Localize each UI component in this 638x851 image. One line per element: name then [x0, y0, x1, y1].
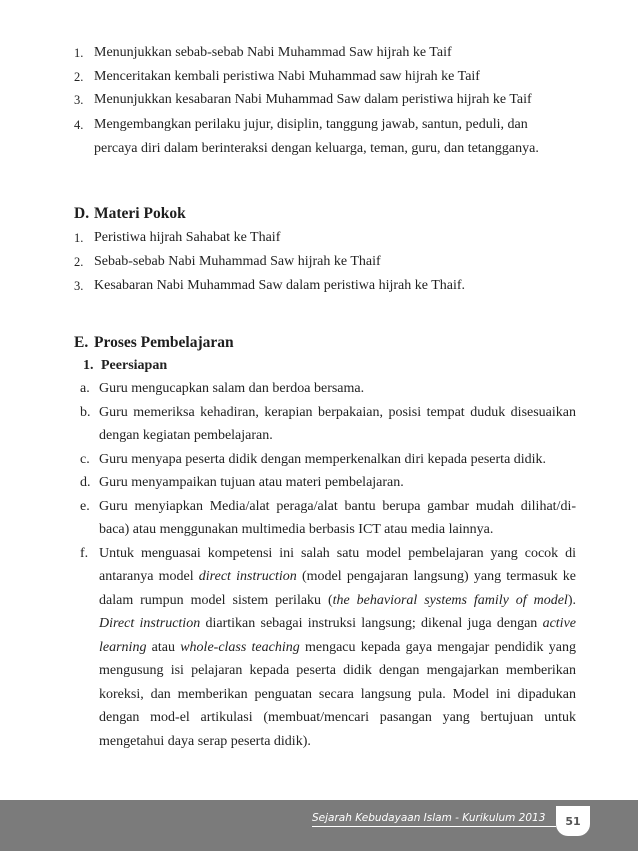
list-number: 3. — [74, 279, 84, 293]
subsection-number: 1. — [83, 358, 94, 373]
list-number: 1. — [74, 231, 84, 245]
list-item — [74, 275, 574, 297]
list-text: Peristiwa hijrah Sahabat ke Thaif — [94, 230, 281, 245]
text-run: mengacu kepada gaya mengajar pendidik yang mengusung isi pelajaran kepada peserta didik dengan mengajarkan memberikan koreksi, dan memberikan penguatan secara langsung pula. Model ini dipadukan dengan mod-el artikulasi (membuat/mencari pasangan yang bertujuan untuk mengetahui daya serap peserta didik). — [99, 639, 576, 749]
list-text: Menceritakan kembali peristiwa Nabi Muhammad saw hijrah ke Taif — [94, 68, 480, 84]
list-number: 1. — [74, 46, 84, 60]
section-letter: E. — [74, 334, 89, 351]
list-text — [99, 542, 576, 754]
italic-term: the behavioral systems family of model — [332, 592, 568, 608]
italic-term: Direct instruction — [99, 616, 201, 631]
list-letter: d. — [80, 475, 91, 490]
section-heading-materi — [74, 205, 186, 223]
materi-list — [74, 227, 574, 299]
section-title: Materi Pokok — [94, 205, 186, 222]
subsection-title: Peersiapan — [101, 358, 168, 373]
list-item — [74, 89, 574, 111]
list-text: Guru menyiapkan Media/alat peraga/alat bantu berupa gambar mudah dilihat/di-baca) atau menggunakan multimedia berbasis ICT atau media lainnya. — [99, 498, 576, 537]
text-run: diartikan sebagai instruksi langsung; dikenal juga dengan — [200, 616, 543, 631]
list-text: Sebab-sebab Nabi Muhammad Saw hijrah ke Thaif — [94, 254, 381, 269]
list-item — [80, 448, 576, 472]
section-heading-proses — [74, 334, 234, 352]
page-number: 51 — [565, 814, 581, 828]
list-item — [74, 227, 574, 249]
list-number: 4. — [74, 117, 84, 132]
list-text: Mengembangkan perilaku jujur, disiplin, tanggung jawab, santun, peduli, dan percaya diri dalam berinteraksi dengan keluarga, teman, guru, dan tetangganya. — [94, 116, 539, 156]
text-run: Untuk menguasai kompetensi ini salah satu model pembelajaran yang cocok di antaranya model — [99, 545, 576, 584]
list-letter: e. — [80, 498, 90, 514]
list-text: Kesabaran Nabi Muhammad Saw dalam peristiwa hijrah ke Thaif. — [94, 278, 466, 293]
list-text: Menunjukkan sebab-sebab Nabi Muhammad Saw hijrah ke Taif — [94, 45, 452, 60]
list-number: 2. — [74, 255, 84, 269]
proses-section — [80, 355, 576, 753]
list-item — [80, 471, 576, 495]
list-text: Guru mengucapkan salam dan berdoa bersama. — [99, 381, 365, 396]
list-item — [80, 542, 576, 754]
italic-term: active learning — [99, 616, 576, 655]
text-run: atau — [146, 639, 181, 655]
list-item — [80, 401, 576, 448]
page-footer — [0, 800, 638, 851]
list-text: Guru memeriksa kehadiran, kerapian berpakaian, posisi tempat duduk disesuaikan dengan kegiatan pembelajaran. — [99, 404, 576, 443]
italic-term: direct instruction — [198, 569, 297, 584]
footer-divider — [312, 826, 556, 827]
list-text: Guru menyampaikan tujuan atau materi pembelajaran. — [99, 475, 404, 490]
section-title: Proses Pembelajaran — [94, 334, 234, 351]
list-item — [80, 377, 576, 401]
footer-book-title: Sejarah Kebudayaan Islam - Kurikulum 2013 — [312, 812, 546, 824]
list-number: 2. — [74, 69, 84, 84]
list-text: Guru menyapa peserta didik dengan memperkenalkan diri kepada peserta didik. — [99, 451, 547, 467]
text-run: (model pengajaran langsung) yang termasuk ke dalam rumpun model sistem perilaku ( — [99, 569, 576, 608]
list-letter: a. — [80, 381, 90, 396]
list-letter: f. — [80, 545, 89, 561]
list-item — [74, 66, 574, 88]
list-number: 3. — [74, 93, 84, 107]
list-item — [74, 251, 574, 273]
section-letter: D. — [74, 205, 90, 222]
italic-term: whole-class teaching — [180, 639, 300, 655]
list-letter: b. — [80, 404, 91, 420]
list-letter: c. — [80, 451, 90, 467]
text-run: ). — [567, 592, 576, 608]
list-text: Menunjukkan kesabaran Nabi Muhammad Saw dalam peristiwa hijrah ke Taif — [94, 92, 532, 107]
page-number-badge — [556, 806, 590, 836]
list-item — [74, 42, 574, 64]
objectives-list — [74, 42, 574, 162]
subsection-heading — [80, 355, 576, 377]
list-item — [74, 113, 574, 161]
list-item — [80, 495, 576, 542]
